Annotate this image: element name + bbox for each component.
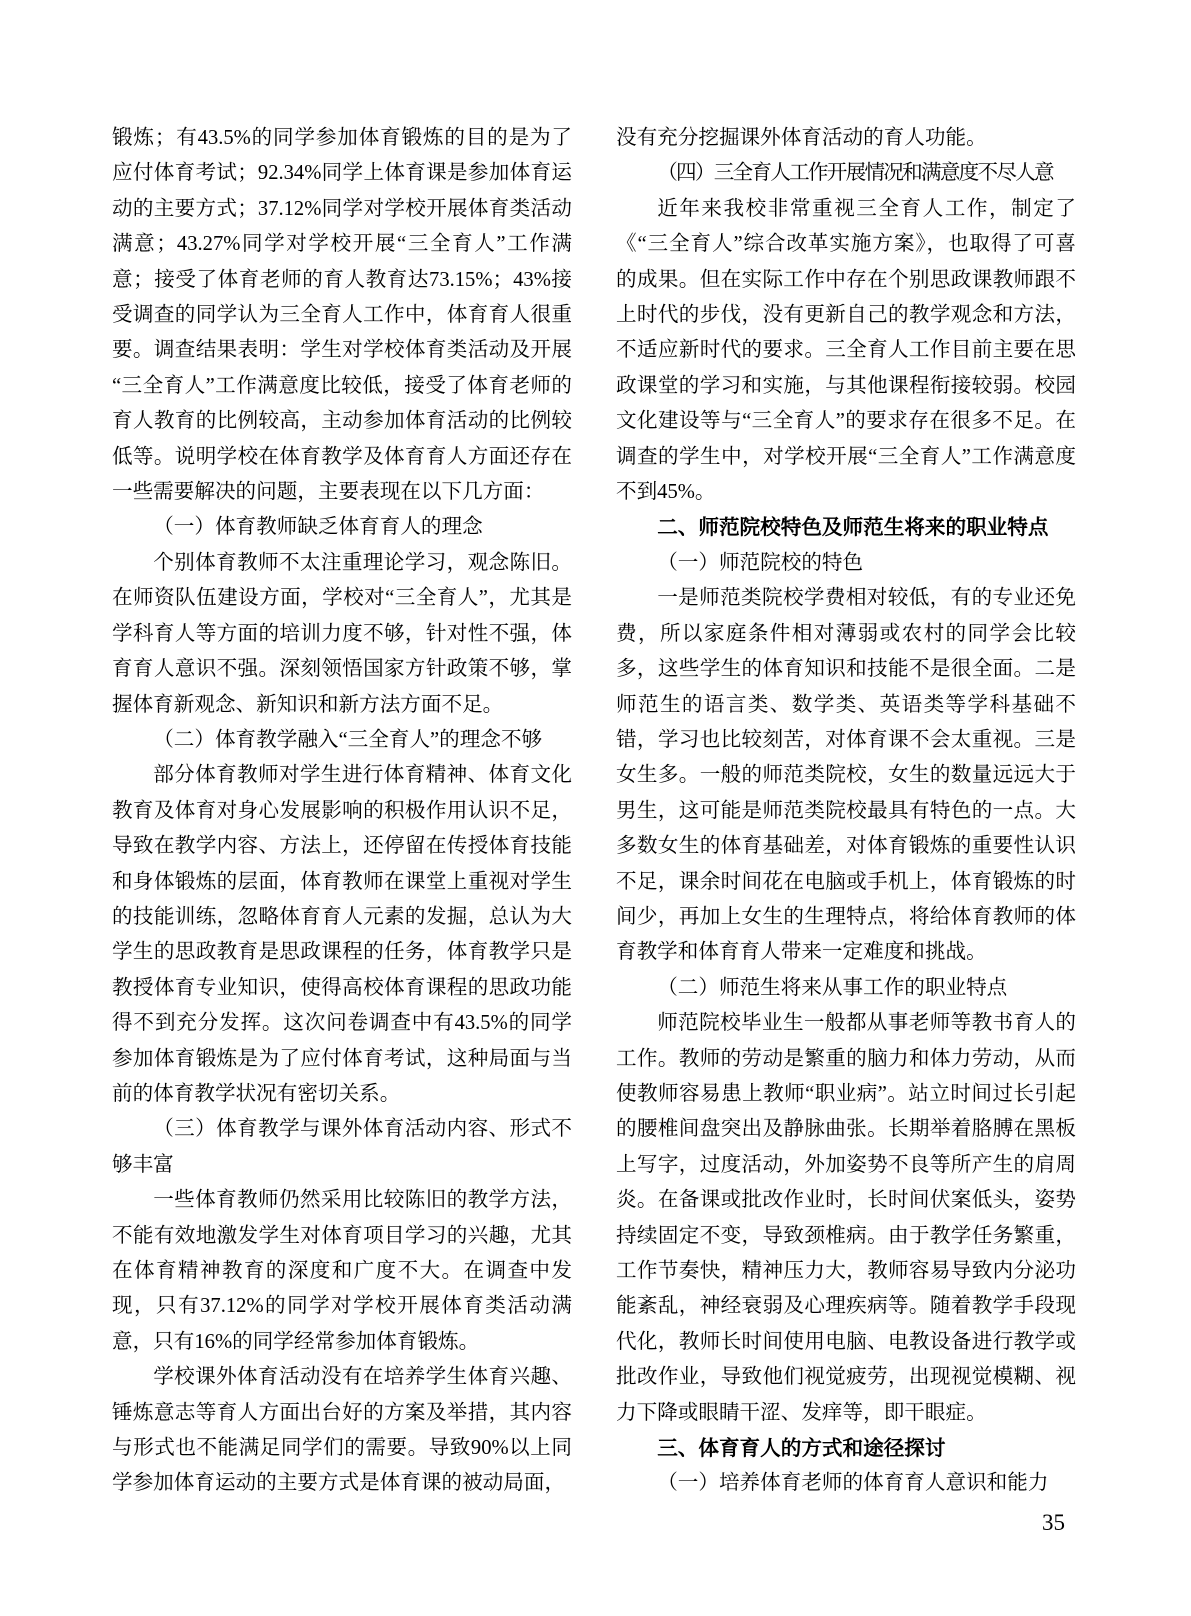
paragraph: 近年来我校非常重视三全育人工作，制定了《“三全育人”综合改革实施方案》，也取得了可喜的成果。但在实际工作中存在个别思政课教师跟不上时代的步伐，没有更新自己的教学观念和方法，不适应新时代的要求。三全育人工作目前主要在思政课堂的学习和实施，与其他课程衔接较弱。校园文化建设等与“三全育人”的要求存在很多不足。在调查的学生中，对学校开展“三全育人”工作满意度不到45%。 <box>616 197 1076 504</box>
sub-heading: （一）体育教师缺乏体育育人的理念 <box>153 516 483 539</box>
paragraph: 锻炼；有43.5%的同学参加体育锻炼的目的是为了应付体育考试；92.34%同学上体育课是参加体育运动的主要方式；37.12%同学对学校开展体育类活动满意；43.27%同学对学校开展“三全育人”工作满意；接受了体育老师的育人教育达73.15%；43%接受调查的同学认为三全育人工作中，体育育人很重要。调查结果表明：学生对学校体育类活动及开展“三全育人”工作满意度比较低，接受了体育老师的育人教育的比例较高，主动参加体育活动的比例较低等。说明学校在体育教学及体育育人方面还存在一些需要解决的问题，主要表现在以下几方面： <box>112 127 572 504</box>
page-number: 35 <box>1042 1510 1065 1535</box>
section-heading: 三、体育育人的方式和途径探讨 <box>657 1437 946 1461</box>
left-column <box>112 121 572 1502</box>
sub-heading: （二）师范生将来从事工作的职业特点 <box>657 976 1008 999</box>
paragraph: 学校课外体育活动没有在培养学生体育兴趣、锤炼意志等育人方面出台好的方案及举措，其内容与形式也不能满足同学们的需要。导致90%以上同学参加体育运动的主要方式是体育课的被动局面， <box>112 1366 572 1495</box>
sub-heading: （一）培养体育老师的体育育人意识和能力 <box>657 1472 1049 1495</box>
paragraph: 没有充分挖掘课外体育活动的育人功能。 <box>616 127 987 149</box>
paragraph: 部分体育教师对学生进行体育精神、体育文化教育及体育对身心发展影响的积极作用认识不足，导致在教学内容、方法上，还停留在传授体育技能和身体锻炼的层面，体育教师在课堂上重视对学生的技能训练，忽略体育育人元素的发掘，总认为大学生的思政教育是思政课程的任务，体育教学只是教授体育专业知识，使得高校体育课程的思政功能得不到充分发挥。这次问卷调查中有43.5%的同学参加体育锻炼是为了应付体育考试，这种局面与当前的体育教学状况有密切关系。 <box>112 764 572 1105</box>
paragraph: 师范院校毕业生一般都从事老师等教书育人的工作。教师的劳动是繁重的脑力和体力劳动，从而使教师容易患上教师“职业病”。站立时间过长引起的腰椎间盘突出及静脉曲张。长期举着胳膊在黑板上写字，过度活动，外加姿势不良等所产生的肩周炎。在备课或批改作业时，长时间伏案低头，姿势持续固定不变，导致颈椎病。由于教学任务繁重，工作节奏快，精神压力大，教师容易导致内分泌功能紊乱，神经衰弱及心理疾病等。随着教学手段现代化，教师长时间使用电脑、电教设备进行教学或批改作业，导致他们视觉疲劳，出现视觉模糊、视力下降或眼睛干涩、发痒等，即干眼症。 <box>616 1012 1076 1424</box>
paragraph: 一些体育教师仍然采用比较陈旧的教学方法，不能有效地激发学生对体育项目学习的兴趣，尤其在体育精神教育的深度和广度不大。在调查中发现，只有37.12%的同学对学校开展体育类活动满意，只有16%的同学经常参加体育锻炼。 <box>112 1189 572 1353</box>
sub-heading: （二）体育教学融入“三全育人”的理念不够 <box>153 728 543 751</box>
sub-heading: （四）三全育人工作开展情况和满意度不尽人意 <box>657 162 1053 185</box>
sub-heading: （一）师范院校的特色 <box>657 551 864 574</box>
section-heading: 二、师范院校特色及师范生将来的职业特点 <box>657 516 1049 540</box>
paragraph: 个别体育教师不太注重理论学习，观念陈旧。在师资队伍建设方面，学校对“三全育人”，尤其是学科育人等方面的培训力度不够，针对性不强，体育育人意识不强。深刻领悟国家方针政策不够，掌握体育新观念、新知识和新方法方面不足。 <box>112 551 572 716</box>
right-column <box>616 121 1076 1502</box>
sub-heading: （三）体育教学与课外体育活动内容、形式不够丰富 <box>112 1118 572 1176</box>
paragraph: 一是师范类院校学费相对较低，有的专业还免费，所以家庭条件相对薄弱或农村的同学会比较多，这些学生的体育知识和技能不是很全面。二是师范生的语言类、数学类、英语类等学科基础不错，学习也比较刻苦，对体育课不会太重视。三是女生多。一般的师范类院校，女生的数量远远大于男生，这可能是师范类院校最具有特色的一点。大多数女生的体育基础差，对体育锻炼的重要性认识不足，课余时间花在电脑或手机上，体育锻炼的时间少，再加上女生的生理特点，将给体育教师的体育教学和体育育人带来一定难度和挑战。 <box>616 587 1076 964</box>
